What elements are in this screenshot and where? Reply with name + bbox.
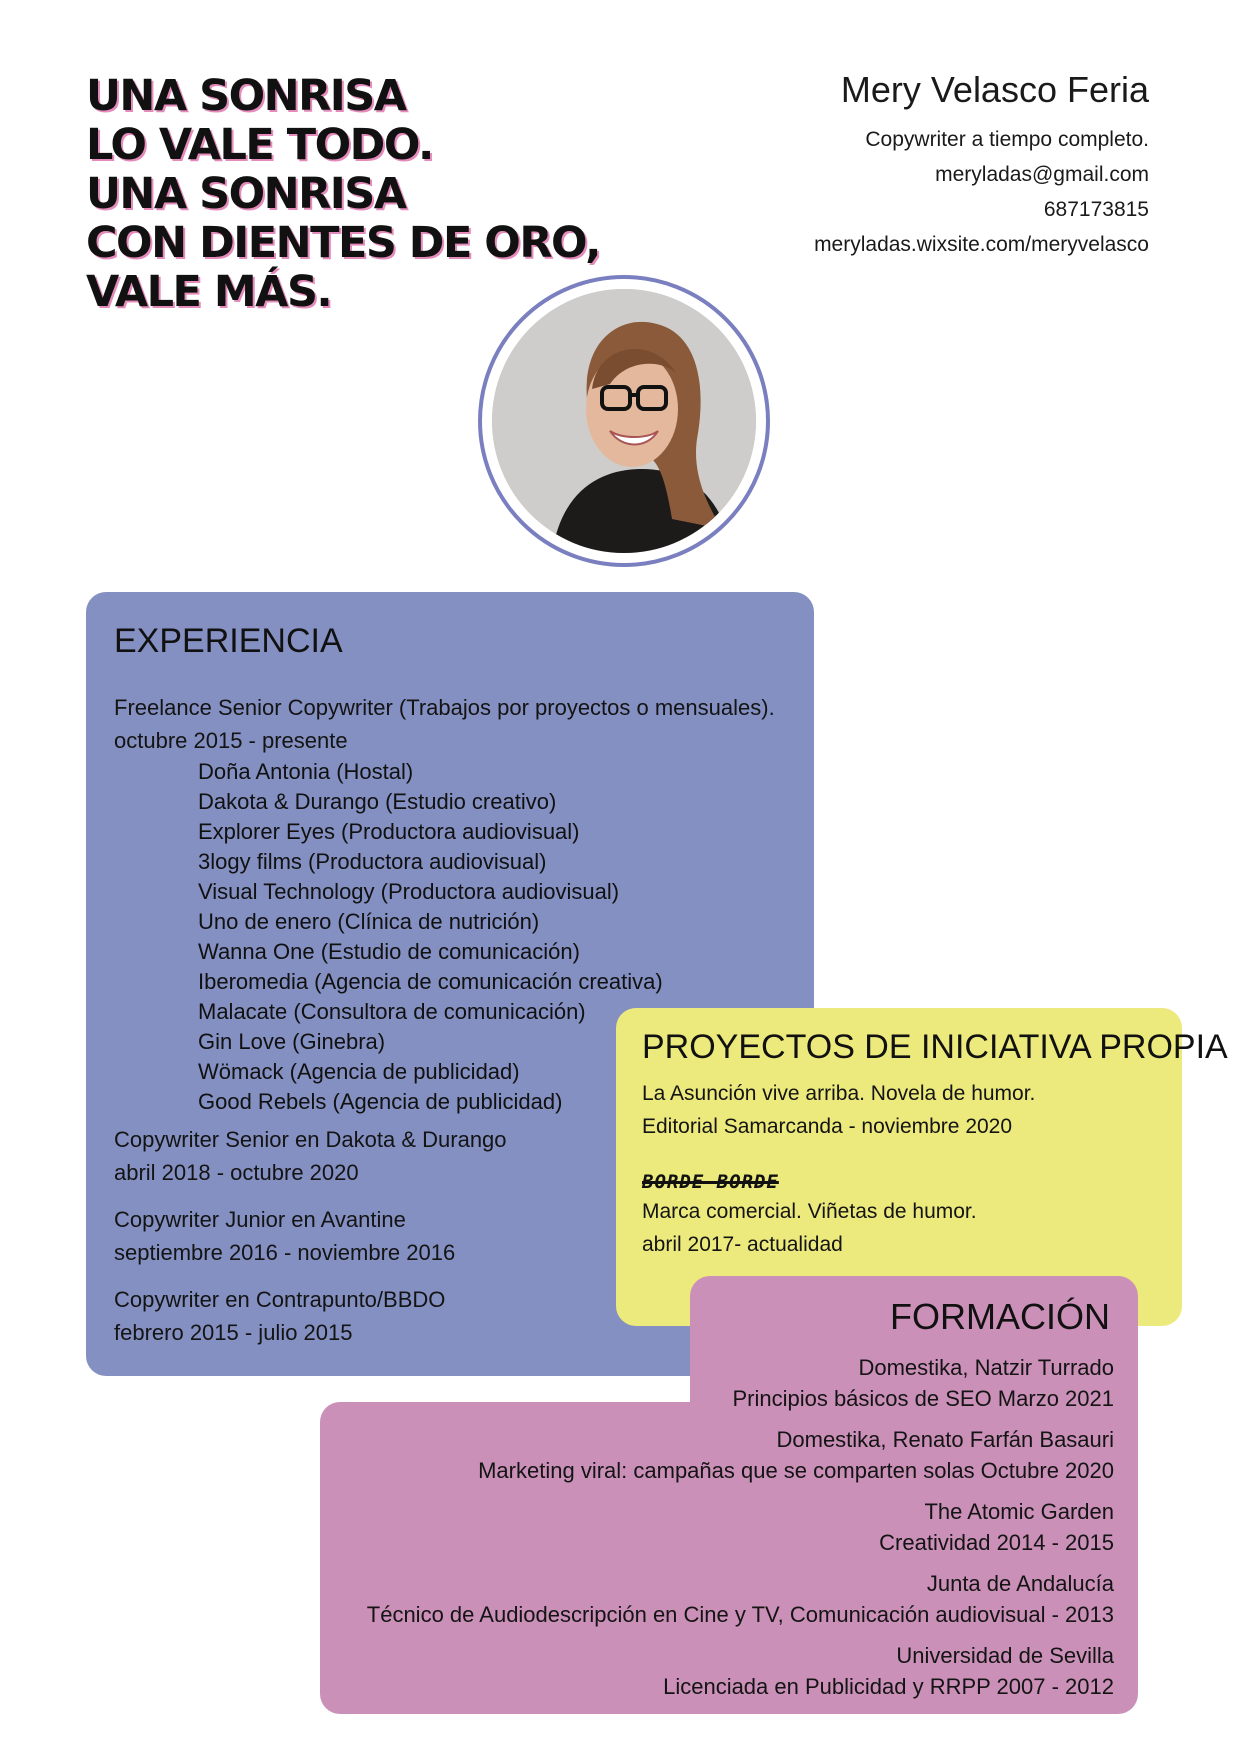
education-course: Licenciada en Publicidad y RRPP 2007 - 2012 (663, 1674, 1114, 1699)
freelance-dates: octubre 2015 - presente (114, 728, 348, 753)
education-entry (214, 1424, 1114, 1486)
portrait-illustration (492, 289, 756, 553)
project-dates: abril 2017- actualidad (642, 1233, 843, 1256)
contact-role: Copywriter a tiempo completo. (865, 128, 1149, 151)
client-item: Visual Technology (Productora audiovisual) (198, 879, 620, 904)
contact-phone[interactable]: 687173815 (1043, 198, 1149, 221)
education-entry (214, 1640, 1114, 1702)
education-course: Técnico de Audiodescripción en Cine y TV, Comunicación audiovisual - 2013 (366, 1602, 1114, 1627)
education-entry (214, 1568, 1114, 1630)
client-item: Wanna One (Estudio de comunicación) (198, 939, 580, 964)
client-item: Good Rebels (Agencia de publicidad) (198, 1089, 563, 1114)
experience-title: EXPERIENCIA (114, 622, 343, 660)
job-dates: febrero 2015 - julio 2015 (114, 1320, 353, 1345)
client-item: Explorer Eyes (Productora audiovisual) (198, 819, 580, 844)
profile-photo (492, 289, 756, 553)
education-course: Principios básicos de SEO Marzo 2021 (732, 1386, 1114, 1411)
education-course: Creatividad 2014 - 2015 (879, 1530, 1114, 1555)
job-role: Copywriter Junior en Avantine (114, 1207, 406, 1232)
borde-borde-logo: BORDE BORDE (642, 1171, 779, 1193)
client-item: Dakota & Durango (Estudio creativo) (198, 789, 557, 814)
client-item: 3logy films (Productora audiovisual) (198, 849, 547, 874)
headline-line: UNA SONRISA (86, 169, 406, 219)
education-section (214, 1296, 1114, 1712)
education-entry (214, 1352, 1114, 1414)
headline-line: CON DIENTES DE ORO, (86, 218, 600, 268)
headline (86, 72, 600, 317)
education-school: Junta de Andalucía (926, 1571, 1114, 1596)
job-dates: abril 2018 - octubre 2020 (114, 1160, 359, 1185)
education-entry (214, 1496, 1114, 1558)
contact-website[interactable]: meryladas.wixsite.com/meryvelasco (814, 233, 1149, 256)
education-school: Domestika, Renato Farfán Basauri (776, 1427, 1114, 1452)
headline-line: LO VALE TODO. (86, 120, 433, 170)
project-description: La Asunción vive arriba. Novela de humor. (642, 1082, 1036, 1105)
freelance-role: Freelance Senior Copywriter (Trabajos por proyectos o mensuales). (114, 695, 775, 720)
education-school: Domestika, Natzir Turrado (858, 1355, 1114, 1380)
client-item: Doña Antonia (Hostal) (198, 759, 414, 784)
education-course: Marketing viral: campañas que se comparten solas Octubre 2020 (478, 1458, 1114, 1483)
education-school: The Atomic Garden (924, 1499, 1114, 1524)
job-dates: septiembre 2016 - noviembre 2016 (114, 1240, 456, 1265)
education-school: Universidad de Sevilla (896, 1643, 1114, 1668)
project-publisher: Editorial Samarcanda - noviembre 2020 (642, 1115, 1013, 1138)
headline-line: VALE MÁS. (86, 267, 332, 317)
job-role: Copywriter en Contrapunto/BBDO (114, 1287, 446, 1312)
project-description: Marca comercial. Viñetas de humor. (642, 1200, 977, 1223)
headline-line: UNA SONRISA (86, 71, 406, 121)
contact-email[interactable]: meryladas@gmail.com (935, 163, 1149, 186)
client-item: Gin Love (Ginebra) (198, 1029, 386, 1054)
job-role: Copywriter Senior en Dakota & Durango (114, 1127, 507, 1152)
client-item: Uno de enero (Clínica de nutrición) (198, 909, 540, 934)
profile-photo-frame (478, 275, 770, 567)
client-item: Wömack (Agencia de publicidad) (198, 1059, 520, 1084)
contact-name: Mery Velasco Feria (840, 69, 1149, 110)
projects-title: PROYECTOS DE INICIATIVA PROPIA (642, 1028, 1228, 1066)
contact-block (814, 68, 1149, 262)
client-item: Malacate (Consultora de comunicación) (198, 999, 586, 1024)
education-title: FORMACIÓN (890, 1296, 1110, 1337)
client-item: Iberomedia (Agencia de comunicación creativa) (198, 969, 663, 994)
